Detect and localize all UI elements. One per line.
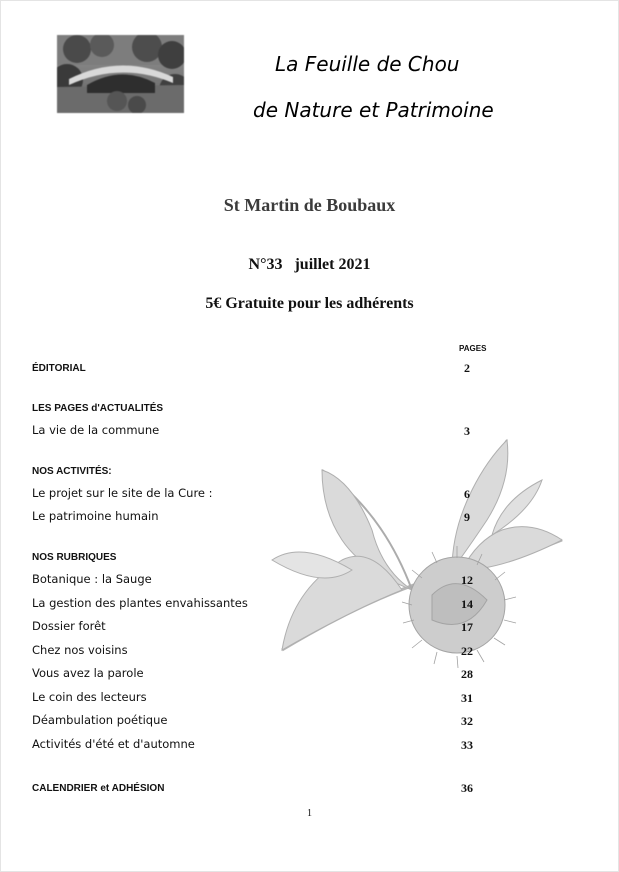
toc-label: La vie de la commune [32, 423, 160, 437]
newsletter-title-line1: La Feuille de Chou [275, 52, 460, 76]
toc-section-heading [0, 400, 619, 418]
toc-label: LES PAGES d'ACTUALITÉS [32, 403, 164, 414]
toc-label: La gestion des plantes envahissantes [32, 596, 248, 610]
toc-page-number: 32 [461, 714, 473, 728]
toc-label: NOS ACTIVITÉS: [32, 466, 112, 477]
toc-page-number: 3 [464, 424, 470, 438]
toc-page-number: 36 [461, 781, 473, 795]
toc-section-heading [0, 360, 619, 378]
toc-label: ÉDITORIAL [32, 363, 86, 374]
toc-label: Le coin des lecteurs [32, 690, 147, 704]
toc-label: Dossier forêt [32, 619, 106, 633]
toc-page-number: 9 [464, 510, 470, 524]
issue-line [0, 256, 619, 274]
toc-label: Le projet sur le site de la Cure : [32, 486, 213, 500]
newsletter-title-line2: de Nature et Patrimoine [253, 98, 494, 122]
toc-entry [0, 643, 619, 661]
toc-label: Déambulation poétique [32, 713, 168, 727]
toc-page-number: 31 [461, 691, 473, 705]
toc-page-number: 28 [461, 667, 473, 681]
toc-entry [0, 713, 619, 731]
toc-label: Le patrimoine humain [32, 509, 159, 523]
toc-entry [0, 596, 619, 614]
toc-page-number: 2 [464, 361, 470, 375]
toc-section-heading [0, 780, 619, 798]
toc-entry [0, 572, 619, 590]
toc-label: CALENDRIER et ADHÉSION [32, 783, 165, 794]
toc-label: Activités d'été et d'automne [32, 737, 195, 751]
toc-label: Chez nos voisins [32, 643, 128, 657]
toc-label: Botanique : la Sauge [32, 572, 152, 586]
toc-entry [0, 737, 619, 755]
toc-page-number: 33 [461, 738, 473, 752]
toc-page-number: 14 [461, 597, 473, 611]
toc-entry [0, 486, 619, 504]
toc-entry [0, 619, 619, 637]
toc-entry [0, 690, 619, 708]
toc-label: Vous avez la parole [32, 666, 144, 680]
toc-label: NOS RUBRIQUES [32, 552, 117, 563]
place-name: St Martin de Boubaux [223, 195, 396, 215]
toc-entry [0, 423, 619, 441]
toc-page-number: 22 [461, 644, 473, 658]
issue-number: N°33 [248, 256, 283, 273]
issue-date: juillet 2021 [294, 256, 371, 273]
bridge-photo [57, 35, 184, 113]
toc-section-heading [0, 463, 619, 481]
toc-entry [0, 666, 619, 684]
toc-page-number: 12 [461, 573, 473, 587]
toc-section-heading [0, 549, 619, 567]
toc-pages-header: PAGES [459, 344, 487, 353]
price-line: 5€ Gratuite pour les adhérents [205, 295, 414, 312]
page-number: 1 [307, 808, 312, 819]
toc-entry [0, 509, 619, 527]
toc-page-number: 17 [461, 620, 473, 634]
toc-page-number: 6 [464, 487, 470, 501]
